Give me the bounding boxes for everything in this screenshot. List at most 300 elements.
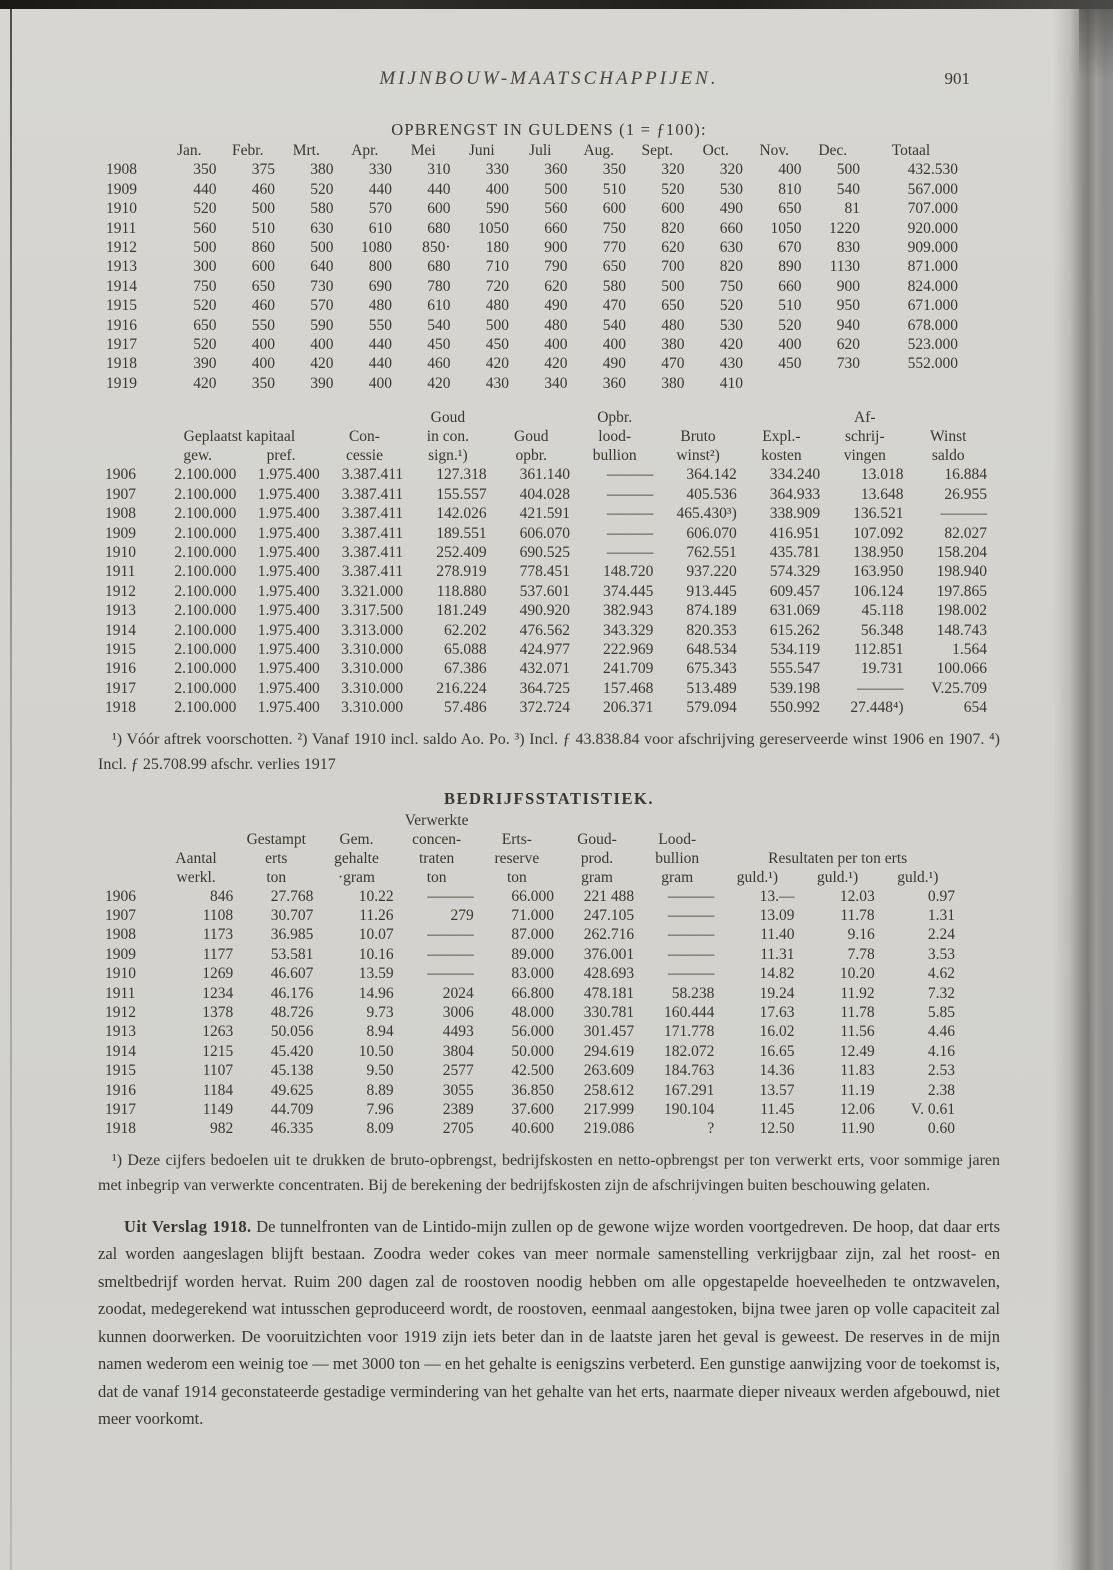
cell: 580 <box>602 277 626 295</box>
row-year: 1913 <box>105 602 136 620</box>
cell: 606.070 <box>686 524 737 542</box>
table-row <box>102 1081 958 1100</box>
cell: 1.564 <box>952 640 987 658</box>
cell: ——— <box>667 965 715 983</box>
table-row <box>102 964 958 983</box>
cell: 2705 <box>442 1120 474 1138</box>
cell: 8.94 <box>366 1023 394 1041</box>
cell: 900 <box>544 239 568 257</box>
cell: 48.000 <box>511 1004 554 1021</box>
cell: ——— <box>427 887 474 905</box>
cell: 50.000 <box>511 1042 554 1060</box>
cell: 590 <box>310 316 334 334</box>
cell: 189.551 <box>436 524 487 542</box>
row-year: 1908 <box>106 161 137 179</box>
cell: 610 <box>427 297 451 315</box>
header-spacer <box>102 849 156 868</box>
cell: 615.262 <box>769 621 821 639</box>
cell: 4.62 <box>927 965 955 983</box>
cell: 778.451 <box>519 563 570 581</box>
cell: 2024 <box>442 984 474 1002</box>
cell: 1177 <box>202 945 234 963</box>
header-spacer <box>477 811 557 830</box>
cell: 350 <box>251 374 275 392</box>
cell: ——— <box>427 926 474 944</box>
scan-left-edge-line <box>10 9 12 1570</box>
col-header-group: Geplaatst kapitaal <box>183 428 296 446</box>
cell: ——— <box>606 466 654 484</box>
cell: 510 <box>602 180 626 198</box>
cell: 3.313.000 <box>341 621 404 639</box>
cell: 16.884 <box>944 466 987 484</box>
cell: 680 <box>427 219 451 237</box>
cell: 3.310.000 <box>341 699 404 717</box>
cell: 107.092 <box>853 524 904 542</box>
cell: 50.056 <box>270 1023 314 1041</box>
cell: 217.999 <box>583 1101 635 1119</box>
cell: 3.321.000 <box>341 582 404 600</box>
table-row <box>102 679 990 698</box>
cell: 707.000 <box>907 200 958 218</box>
cell: 520 <box>193 200 217 218</box>
cell: 36.850 <box>511 1081 554 1099</box>
col-header: ton <box>506 868 527 886</box>
cell: 216.224 <box>436 679 487 697</box>
cell: 160.444 <box>663 1004 715 1021</box>
cell: 432.071 <box>519 660 570 678</box>
row-year: 1910 <box>105 543 136 561</box>
cell: 1.975.400 <box>257 640 320 658</box>
cell: V. 0.61 <box>910 1101 955 1119</box>
row-year: 1919 <box>106 374 137 392</box>
header-spacer <box>156 408 239 427</box>
cell: 3006 <box>442 1004 474 1021</box>
cell: 11.40 <box>760 926 795 944</box>
cell: 13.018 <box>860 466 904 484</box>
table-header-row <box>104 141 960 160</box>
col-header: Lood- <box>658 830 697 848</box>
cell: 530 <box>719 316 743 334</box>
header-spacer <box>156 811 236 830</box>
cell: 364.933 <box>769 485 821 503</box>
cell: 580 <box>310 200 334 218</box>
header-spacer <box>717 811 797 830</box>
cell: 1.975.400 <box>257 621 320 639</box>
cell: 11.78 <box>840 906 875 924</box>
cell: 27.448⁴) <box>850 699 904 717</box>
table-row <box>104 199 960 218</box>
cell: 420 <box>544 355 568 373</box>
cell: 1130 <box>829 258 860 276</box>
cell: 648.534 <box>686 640 737 658</box>
header-spacer <box>656 408 739 427</box>
cell: 480 <box>485 297 509 315</box>
col-header: werkl. <box>176 868 216 886</box>
row-year: 1907 <box>105 906 136 924</box>
col-header: Gem. <box>339 830 374 848</box>
cell: 330.781 <box>583 1004 635 1021</box>
cell: 11.56 <box>840 1023 875 1041</box>
cell: 430 <box>485 374 509 392</box>
cell: 2.100.000 <box>174 640 237 658</box>
cell: 2.100.000 <box>174 505 237 523</box>
cell: 310 <box>427 161 451 179</box>
cell: 780 <box>427 277 451 295</box>
table-header-row <box>102 849 958 868</box>
cell: 1.975.400 <box>257 466 320 484</box>
cell: 500 <box>661 277 685 295</box>
cell: 190.104 <box>663 1101 715 1119</box>
cell: 478.181 <box>583 984 635 1002</box>
cell: 424.977 <box>519 640 570 658</box>
header-spacer <box>878 811 958 830</box>
cell: 49.625 <box>270 1081 314 1099</box>
cell: 490 <box>544 297 568 315</box>
row-year: 1918 <box>105 1120 136 1138</box>
cell: 550 <box>368 316 392 334</box>
cell: 11.78 <box>840 1004 875 1021</box>
table-row <box>104 316 960 335</box>
row-year: 1913 <box>105 1023 136 1041</box>
cell: 1.975.400 <box>257 524 320 542</box>
col-header: cessie <box>345 447 383 465</box>
header-spacer <box>557 811 637 830</box>
cell: 11.26 <box>359 906 394 924</box>
cell: 11.90 <box>840 1120 875 1138</box>
cell: 400 <box>251 336 275 354</box>
header-spacer <box>102 446 156 465</box>
table-row <box>102 698 990 717</box>
col-header: Dec. <box>818 142 848 159</box>
cell: 13.09 <box>759 906 795 924</box>
cell: 400 <box>368 374 392 392</box>
col-header: Goud <box>430 409 466 427</box>
cell: 16.02 <box>759 1023 795 1041</box>
cell: 523.000 <box>907 336 958 354</box>
col-header: bullion <box>655 849 700 867</box>
cell: 66.000 <box>511 887 554 905</box>
table-body <box>102 465 990 717</box>
row-year: 1912 <box>105 1004 136 1021</box>
cell: 62.202 <box>443 621 487 639</box>
cell: 206.371 <box>602 699 654 717</box>
row-year: 1909 <box>105 945 136 963</box>
cell: 846 <box>209 887 234 905</box>
row-year: 1910 <box>106 200 137 218</box>
cell: 600 <box>427 200 451 218</box>
table-row <box>104 257 960 276</box>
cell: 750 <box>193 277 217 295</box>
row-year: 1915 <box>106 297 137 315</box>
cell: 871.000 <box>907 258 958 276</box>
cell: 690.525 <box>519 543 570 561</box>
cell: 376.001 <box>583 945 635 963</box>
cell: 11.45 <box>760 1101 795 1119</box>
table-header-row <box>102 830 958 849</box>
cell <box>745 374 804 393</box>
col-header: Winst <box>930 428 967 446</box>
cell: ——— <box>427 945 474 963</box>
cell: 330 <box>485 161 509 179</box>
cell: 1.975.400 <box>257 660 320 678</box>
col-header: Erts- <box>501 830 532 848</box>
cell: 650 <box>193 316 217 334</box>
col-header: Af- <box>854 409 876 427</box>
cell: 56.000 <box>511 1023 554 1041</box>
col-header: Con- <box>348 428 380 446</box>
cell: 1050 <box>770 219 802 237</box>
cell: 0.60 <box>927 1120 955 1138</box>
cell: 45.420 <box>270 1042 314 1060</box>
cell: 650 <box>661 297 685 315</box>
col-header: Jan. <box>176 142 202 159</box>
cell: 400 <box>602 336 626 354</box>
cell: 3.310.000 <box>341 660 404 678</box>
table-row <box>104 296 960 315</box>
cell: 118.880 <box>436 582 487 600</box>
cell: 163.950 <box>853 563 904 581</box>
cell: 1184 <box>202 1081 234 1099</box>
col-header: guld.¹) <box>736 868 779 886</box>
cell: 65.088 <box>443 640 487 658</box>
header-spacer <box>102 408 156 427</box>
col-header: Bruto <box>680 428 716 446</box>
row-year: 1910 <box>105 965 136 983</box>
cell: 570 <box>310 297 334 315</box>
cell: 450 <box>485 336 509 354</box>
cell: 112.851 <box>853 640 904 658</box>
cell: 301.457 <box>583 1023 635 1041</box>
cell: 171.778 <box>663 1023 715 1041</box>
cell: 850· <box>422 239 451 257</box>
col-header: Mei <box>410 142 436 159</box>
cell: 2577 <box>442 1062 474 1080</box>
cell: 14.36 <box>759 1062 795 1080</box>
table-row <box>102 1119 958 1138</box>
page-header <box>98 68 1000 102</box>
cell: 660 <box>719 219 743 237</box>
row-year: 1909 <box>105 524 136 542</box>
cell: 600 <box>251 258 275 276</box>
cell: 1.975.400 <box>257 699 320 717</box>
cell: 430 <box>719 355 743 373</box>
col-header: Gestampt <box>246 830 306 848</box>
cell: 9.50 <box>366 1062 394 1080</box>
cell: 127.318 <box>436 466 487 484</box>
cell: 66.800 <box>511 984 554 1002</box>
cell: 263.609 <box>583 1062 635 1080</box>
cell: 10.50 <box>358 1042 394 1060</box>
cell: 148.743 <box>936 621 987 639</box>
col-header: Goud <box>514 428 549 446</box>
scan-top-edge <box>0 0 1113 9</box>
cell: 1149 <box>202 1101 234 1119</box>
table3-footnote: ¹) Deze cijfers bedoelen uit te drukken de bruto-opbrengst, bedrijfskosten en netto-opbrengst per ton verwerkt erts, voor sommige jaren met inbegrip van verwerkte concentraten. Bij de berekening der bedrijfskosten zijn de afschrijvingen buiten beschouwing gelaten. <box>98 1151 1000 1194</box>
cell: 14.96 <box>358 984 394 1002</box>
cell: 1107 <box>202 1062 234 1080</box>
cell: 476.562 <box>519 621 570 639</box>
cell: 400 <box>778 336 802 354</box>
cell: 400 <box>310 336 334 354</box>
cell: 520 <box>193 336 217 354</box>
cell: ——— <box>427 965 474 983</box>
cell: 1.31 <box>927 906 955 924</box>
cell: 340 <box>544 374 568 392</box>
cell: 221 488 <box>583 887 635 905</box>
cell: 750 <box>602 219 626 237</box>
cell: 12.03 <box>839 887 875 905</box>
cell: 262.716 <box>583 926 635 944</box>
cell: 940 <box>836 316 860 334</box>
table-header-row <box>102 446 990 465</box>
cell: 2.100.000 <box>174 699 237 717</box>
cell: 860 <box>251 239 275 257</box>
cell: 500 <box>310 239 334 257</box>
cell: 790 <box>544 258 568 276</box>
table-row <box>102 925 958 944</box>
row-year: 1907 <box>105 485 136 503</box>
page-content <box>98 68 1000 1433</box>
cell: 2.100.000 <box>174 679 237 697</box>
cell: 81 <box>844 200 860 218</box>
cell: 8.09 <box>366 1120 394 1138</box>
cell: 510 <box>778 297 802 315</box>
cell: 450 <box>427 336 451 354</box>
col-header: gew. <box>183 447 213 465</box>
cell: 3055 <box>442 1081 474 1099</box>
cell: 3.387.411 <box>341 563 404 581</box>
page-number: 901 <box>944 69 970 88</box>
col-header: lood- <box>598 428 631 446</box>
header-spacer <box>490 408 573 427</box>
table-body <box>102 887 958 1139</box>
annual-report-paragraph <box>98 1213 1000 1433</box>
table-row <box>104 277 960 296</box>
header-spacer <box>740 408 823 427</box>
table-row <box>102 582 990 601</box>
cell: 4.46 <box>927 1023 955 1041</box>
cell: 730 <box>310 277 334 295</box>
cell: 136.521 <box>853 505 904 523</box>
cell: 539.198 <box>769 679 821 697</box>
col-header: erts <box>265 849 288 867</box>
cell: 8.89 <box>366 1081 394 1099</box>
cell: 440 <box>368 355 392 373</box>
col-header: Febr. <box>232 142 264 159</box>
col-header: Juni <box>468 142 495 159</box>
col-header: Aug. <box>583 142 615 159</box>
cell: 520 <box>778 316 802 334</box>
cell: 560 <box>193 219 217 237</box>
cell: 640 <box>310 258 334 276</box>
cell: 258.612 <box>583 1081 635 1099</box>
table-row <box>104 374 960 393</box>
table2-footnote: ¹) Vóór aftrek voorschotten. ²) Vanaf 1910 incl. saldo Ao. Po. ³) Incl. ƒ 43.838.84 voor afschrijving gereserveerde winst 1906 en 1907. ⁴) Incl. ƒ 25.708.99 afschr. verlies 1917 <box>98 730 1000 773</box>
table-header-row <box>102 427 990 446</box>
cell: 10.16 <box>358 945 394 963</box>
cell: 500 <box>544 180 568 198</box>
cell: 10.22 <box>358 887 394 905</box>
cell: 380 <box>310 161 334 179</box>
cell: 278.919 <box>436 563 487 581</box>
header-spacer <box>239 408 322 427</box>
cell: 460 <box>251 297 275 315</box>
row-year: 1916 <box>105 1081 136 1099</box>
cell: 820 <box>719 258 743 276</box>
cell: 620 <box>661 239 685 257</box>
cell: 53.581 <box>270 945 314 963</box>
cell: 56.348 <box>860 621 904 639</box>
cell: 574.329 <box>769 563 821 581</box>
cell: 440 <box>193 180 217 198</box>
cell: 158.204 <box>936 543 987 561</box>
cell: 909.000 <box>907 239 958 257</box>
row-year: 1913 <box>106 258 137 276</box>
cell: ——— <box>606 505 654 523</box>
table-row <box>102 465 990 484</box>
table-row <box>104 335 960 354</box>
cell: 2.24 <box>927 926 955 944</box>
cell: 762.551 <box>686 543 737 561</box>
cell: 360 <box>602 374 626 392</box>
cell: 600 <box>661 200 685 218</box>
cell: 4493 <box>442 1023 474 1041</box>
cell: 13.648 <box>860 485 904 503</box>
col-header: gehalte <box>334 849 379 867</box>
cell: 1.975.400 <box>257 485 320 503</box>
col-header: guld.¹) <box>897 868 939 886</box>
cell: 435.781 <box>769 543 821 561</box>
table-row <box>102 1100 958 1119</box>
cell: 552.000 <box>907 355 958 373</box>
cell: ——— <box>667 906 715 924</box>
cell: 30.707 <box>270 906 314 924</box>
cell: 3.53 <box>927 945 955 963</box>
col-header: Mrt. <box>292 142 320 159</box>
cell: 2.100.000 <box>174 485 237 503</box>
cell: 82.027 <box>944 524 987 542</box>
cell: 36.985 <box>270 926 314 944</box>
row-year: 1917 <box>105 1101 136 1119</box>
cell: 534.119 <box>770 640 821 658</box>
row-year: 1916 <box>105 660 136 678</box>
cell: ——— <box>940 505 987 523</box>
cell: 380 <box>661 374 685 392</box>
cell: 900 <box>836 277 860 295</box>
col-header: Expl.- <box>762 428 801 446</box>
row-year: 1914 <box>106 277 137 295</box>
report-text: De tunnelfronten van de Lintido-mijn zullen op de gewone wijze worden voortgedreven. De hoop, dat daar erts zal worden aangeslagen blijft bestaan. Zoodra weder cokes van meer normale samenstelling verkrijgbaar zijn, zal het roost- en smeltbedrijf worden hervat. Ruim 200 dagen zal de roostoven noodig hebben om alle opgestapelde hoeveelheden te ontzwavelen, zoodat, medegerekend wat intusschen geproduceerd wordt, de roostoven, eenmaal aangestoken, bijna twee jaren op volle capaciteit zal kunnen doorwerken. De vooruitzichten voor 1919 zijn iets beter dan in de laatste jaren het geval is geweest. De reserves in de mijn namen wederom een weinig toe — met 3000 ton — en het gehalte is eenigszins verbeterd. Een gunstige aanwijzing voor de toekomst is, dat de vanaf 1914 geconstateerde gestadige vermindering van het gehalte van het erts, naarmate dieper niveaux werden afgebouwd, niet meer voorkomt. <box>98 1216 1000 1429</box>
cell: 3.317.500 <box>341 602 404 620</box>
cell: 3.310.000 <box>341 640 404 658</box>
col-header: Opbr. <box>597 409 633 427</box>
cell: 219.086 <box>583 1120 635 1138</box>
cell: 11.92 <box>840 984 875 1002</box>
table-row <box>102 1003 958 1022</box>
book-binding-edge <box>1053 9 1113 1570</box>
col-header: gram <box>661 868 694 886</box>
cell: 7.96 <box>366 1101 394 1119</box>
cell <box>804 374 863 393</box>
cell: 16.65 <box>759 1042 795 1060</box>
table-header-row <box>102 811 958 830</box>
cell: 537.601 <box>519 582 570 600</box>
cell: 1234 <box>202 984 234 1002</box>
cell: 660 <box>544 219 568 237</box>
table-row <box>102 601 990 620</box>
header-spacer <box>102 868 156 887</box>
row-year: 1914 <box>105 621 136 639</box>
